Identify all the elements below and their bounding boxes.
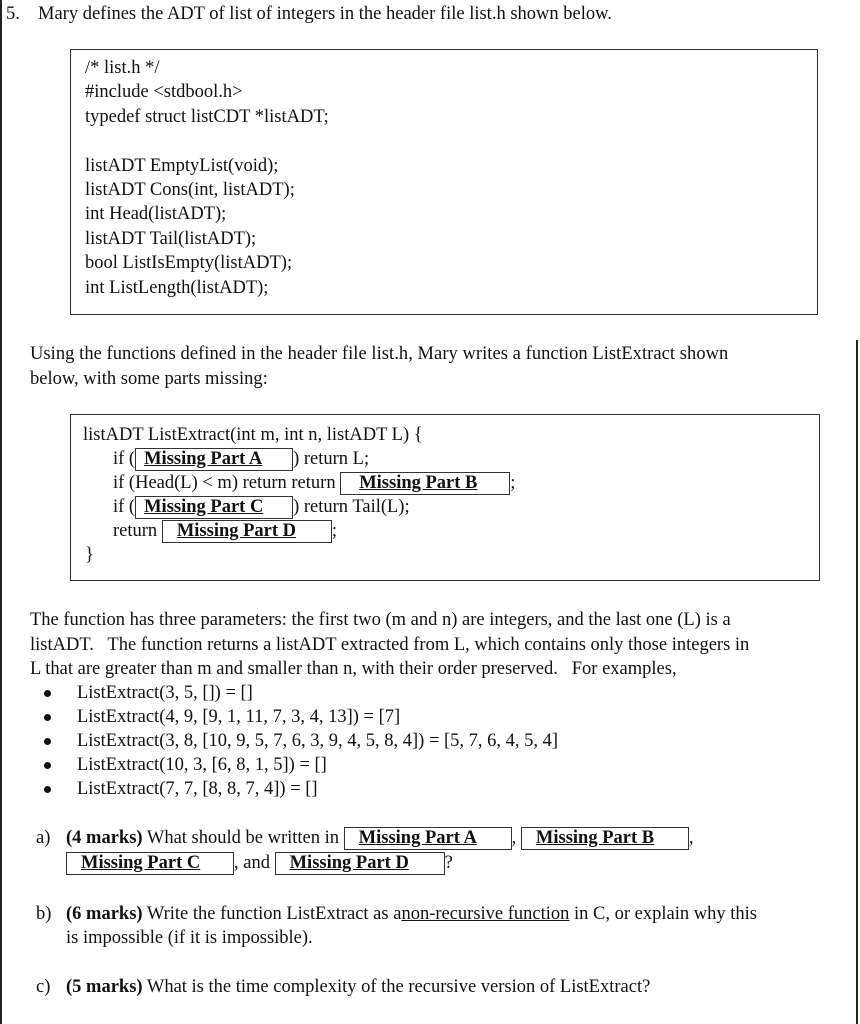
code-line: /* list.h */ [85,58,160,78]
left-border [0,0,2,1024]
code-line: int ListLength(listADT); [85,277,269,298]
code-line: int Head(listADT); [85,204,227,225]
part-b-line-2: is impossible (if it is impossible). [66,928,313,948]
func-close-brace: } [85,545,94,565]
part-b-line-1 [66,902,757,926]
example-item: ListExtract(3, 8, [10, 9, 5, 7, 6, 3, 9, 4, 5, 8, 4]) = [5, 7, 6, 4, 5, 4] [77,731,559,751]
if-c-suffix: ) return Tail(L); [293,497,410,517]
part-a-box-c: Missing Part C [66,852,234,875]
part-a-end: ? [444,853,453,873]
part-c-marks: (5 marks) [66,977,143,997]
bullet-icon [44,738,51,745]
question-intro: Mary defines the ADT of list of integers in the header file list.h shown below. [38,4,612,24]
code-line-blank [85,129,329,153]
question-number: 5. [6,4,20,24]
code-line: listADT EmptyList(void); [85,155,279,176]
function-code-box [70,414,820,581]
missing-part-d-box: Missing Part D [162,520,332,543]
part-a-box-d: Missing Part D [275,852,445,875]
if-b-suffix: ; [510,473,516,493]
part-c-label: c) [36,977,51,997]
part-a-marks: (4 marks) [66,828,143,848]
part-c-text: What is the time complexity of the recursive version of ListExtract? [146,977,651,997]
func-line-return [113,519,337,543]
desc-line-3: L that are greater than m and smaller than n, with their order preserved. For examples, [30,659,677,679]
part-a-sep-1: , [511,828,517,848]
part-c-line [66,975,650,999]
desc-line-2: listADT. The function returns a listADT extracted from L, which contains only those integers in [30,635,750,655]
example-item: ListExtract(10, 3, [6, 8, 1, 5]) = [] [77,755,327,775]
part-a-label: a) [36,828,51,848]
part-b-text-2: in C, or explain why this [574,904,757,924]
part-b-text-1: Write the function ListExtract as a [146,904,402,924]
bullet-icon [44,762,51,769]
func-signature: listADT ListExtract(int m, int n, listADT L) { [83,425,423,445]
part-a-sep-3: , and [234,853,270,873]
code-line: bool ListIsEmpty(listADT); [85,253,293,274]
if-b-prefix: if (Head(L) < m) return return [113,473,336,493]
func-line-if-b [113,471,515,495]
bullet-icon [44,690,51,697]
missing-part-c-box: Missing Part C [135,496,293,519]
bullet-icon [44,714,51,721]
example-item: ListExtract(3, 5, []) = [] [77,683,253,703]
example-item: ListExtract(7, 7, [8, 8, 7, 4]) = [] [77,779,318,799]
part-b-marks: (6 marks) [66,904,143,924]
if-c-prefix: if ( [113,497,136,517]
missing-part-b-box: Missing Part B [340,472,510,495]
if-a-suffix: ) return L; [293,449,370,469]
bullet-icon [44,786,51,793]
header-code-lines [85,56,329,300]
part-b-label: b) [36,904,52,924]
return-suffix: ; [331,521,337,541]
func-line-if-c [113,495,410,519]
part-a-box-b: Missing Part B [521,827,689,850]
code-line: listADT Tail(listADT); [85,228,257,249]
if-a-prefix: if ( [113,449,136,469]
code-line: listADT Cons(int, listADT); [85,179,295,200]
header-code-box [70,49,818,315]
part-a-text: What should be written in [146,828,340,848]
usage-line-2: below, with some parts missing: [30,369,268,389]
example-item: ListExtract(4, 9, [9, 1, 11, 7, 3, 4, 13]) = [7] [77,707,401,727]
desc-line-1: The function has three parameters: the first two (m and n) are integers, and the last one (L) is a [30,610,731,630]
code-line: typedef struct listCDT *listADT; [85,106,329,127]
part-b-underlined: non-recursive function [401,904,570,924]
part-a-sep-2: , [688,828,694,848]
code-line: #include <stdbool.h> [85,82,243,103]
right-border [856,340,858,1024]
part-a-line-2 [66,851,453,875]
usage-line-1: Using the functions defined in the header file list.h, Mary writes a function ListExtract shown [30,344,729,364]
return-prefix: return [113,521,158,541]
part-a-box-a: Missing Part A [344,827,512,850]
part-a-line-1 [66,826,694,850]
func-line-if-a [113,447,369,471]
missing-part-a-box: Missing Part A [135,448,293,471]
